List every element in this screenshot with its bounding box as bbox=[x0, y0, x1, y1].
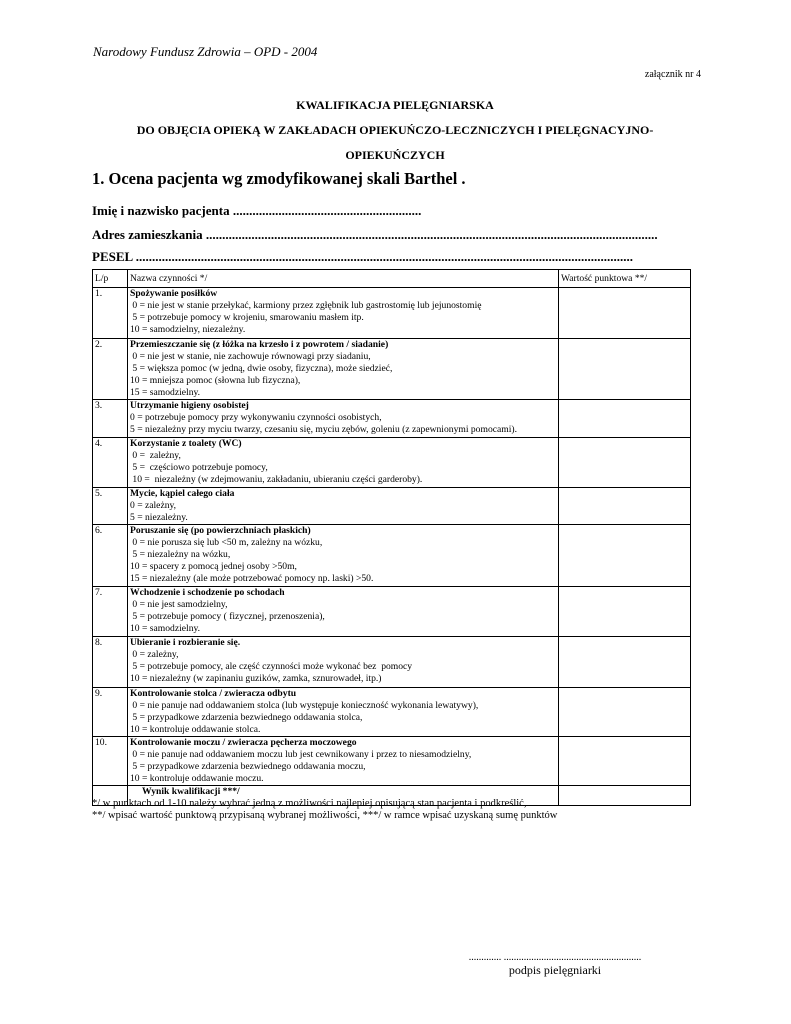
activity-cell bbox=[128, 400, 559, 438]
activity-title: Mycie, kąpiel całego ciała bbox=[130, 488, 235, 499]
title-line-1: KWALIFIKACJA PIELĘGNIARSKA bbox=[296, 98, 494, 112]
activity-option: 0 = zależny, bbox=[130, 649, 179, 660]
activity-option: 0 = nie panuje nad oddawaniem stolca (lub występuje konieczność wykonania lewatywy), bbox=[130, 700, 479, 711]
address-field[interactable] bbox=[92, 227, 658, 243]
activity-cell bbox=[128, 637, 559, 688]
activity-option: 15 = niezależny (ale może potrzebować pomocy np. laski) >50. bbox=[130, 573, 374, 584]
table-row bbox=[93, 737, 691, 786]
barthel-scale-table bbox=[92, 269, 691, 806]
row-number: 7. bbox=[93, 587, 128, 637]
activity-option: 5 = potrzebuje pomocy, ale część czynności może wykonać bez pomocy bbox=[130, 661, 413, 672]
score-input-cell[interactable] bbox=[559, 288, 691, 339]
table-row bbox=[93, 587, 691, 637]
activity-cell bbox=[128, 587, 559, 637]
score-input-cell[interactable] bbox=[559, 688, 691, 737]
activity-title: Kontrolowanie moczu / zwieracza pęcherza moczowego bbox=[130, 737, 357, 748]
activity-option: 10 = kontroluje oddawanie stolca. bbox=[130, 724, 261, 735]
activity-cell bbox=[128, 288, 559, 339]
activity-title: Poruszanie się (po powierzchniach płaskich) bbox=[130, 525, 311, 536]
row-number: 6. bbox=[93, 525, 128, 587]
activity-option: 10 = mniejsza pomoc (słowna lub fizyczna), bbox=[130, 375, 301, 386]
row-number: 3. bbox=[93, 400, 128, 438]
score-input-cell[interactable] bbox=[559, 737, 691, 786]
activity-cell bbox=[128, 488, 559, 525]
activity-title: Przemieszczanie się (z łóżka na krzesło i z powrotem / siadanie) bbox=[130, 339, 389, 350]
pesel-field[interactable] bbox=[92, 249, 633, 265]
table-header-row bbox=[93, 270, 691, 288]
activity-option: 0 = zależny, bbox=[130, 500, 177, 511]
pesel-label: PESEL bbox=[92, 249, 133, 264]
activity-title: Wchodzenie i schodzenie po schodach bbox=[130, 587, 285, 598]
row-number: 1. bbox=[93, 288, 128, 339]
activity-option: 5 = częściowo potrzebuje pomocy, bbox=[130, 462, 268, 473]
activity-option: 10 = kontroluje oddawanie moczu. bbox=[130, 773, 264, 784]
activity-option: 5 = większa pomoc (w jedną, dwie osoby, fizyczna), może siedzieć, bbox=[130, 363, 393, 374]
footnote-2: **/ wpisać wartość punktową przypisaną wybranej możliwości, ***/ w ramce wpisać uzyskaną sumę punktów bbox=[92, 810, 558, 821]
patient-name-field[interactable] bbox=[92, 203, 421, 219]
signature-line[interactable]: ............. ....................................................... bbox=[468, 952, 642, 963]
activity-option: 15 = samodzielny. bbox=[130, 387, 201, 398]
table-row bbox=[93, 339, 691, 400]
table-row bbox=[93, 288, 691, 339]
activity-option: 10 = samodzielny. bbox=[130, 623, 201, 634]
score-input-cell[interactable] bbox=[559, 488, 691, 525]
title-line-2: DO OBJĘCIA OPIEKĄ W ZAKŁADACH OPIEKUŃCZO-LECZNICZYCH I PIELĘGNACYJNO- bbox=[136, 123, 654, 137]
signature-label: podpis pielęgniarki bbox=[508, 963, 602, 977]
activity-option: 0 = potrzebuje pomocy przy wykonywaniu czynności osobistych, bbox=[130, 412, 382, 423]
row-number: 2. bbox=[93, 339, 128, 400]
footnote-1: */ w punktach od 1-10 należy wybrać jedną z możliwości najlepiej opisującą stan pacjenta i podkreślić, bbox=[92, 798, 527, 809]
table-row bbox=[93, 637, 691, 688]
activity-cell bbox=[128, 339, 559, 400]
table-row bbox=[93, 488, 691, 525]
activity-cell bbox=[128, 688, 559, 737]
activity-title: Ubieranie i rozbieranie się. bbox=[130, 637, 241, 648]
activity-option: 0 = nie panuje nad oddawaniem moczu lub jest cewnikowany i przez to niesamodzielny, bbox=[130, 749, 472, 760]
document-title bbox=[92, 93, 698, 168]
activity-option: 10 = samodzielny, niezależny. bbox=[130, 324, 246, 335]
address-label: Adres zamieszkania bbox=[92, 227, 203, 242]
activity-title: Spożywanie posiłków bbox=[130, 288, 218, 299]
header-lp: L/p bbox=[93, 270, 128, 288]
activity-option: 0 = nie jest w stanie, nie zachowuje równowagi przy siadaniu, bbox=[130, 351, 371, 362]
activity-option: 0 = nie jest samodzielny, bbox=[130, 599, 228, 610]
score-input-cell[interactable] bbox=[559, 525, 691, 587]
header-activity: Nazwa czynności */ bbox=[128, 270, 559, 288]
result-label: Wynik kwalifikacji ***/ bbox=[142, 786, 240, 797]
footnotes bbox=[92, 798, 557, 822]
score-input-cell[interactable] bbox=[559, 587, 691, 637]
section-title: 1. Ocena pacjenta wg zmodyfikowanej skali Barthel . bbox=[92, 169, 466, 188]
row-number: 4. bbox=[93, 438, 128, 488]
activity-title: Kontrolowanie stolca / zwieracza odbytu bbox=[130, 688, 297, 699]
activity-option: 5 = niezależny przy myciu twarzy, czesaniu się, myciu zębów, goleniu (z zapewnionymi pomocami). bbox=[130, 424, 517, 435]
attachment-number: załącznik nr 4 bbox=[644, 69, 701, 80]
row-number: 10. bbox=[93, 737, 128, 786]
activity-option: 5 = przypadkowe zdarzenia bezwiednego oddawania moczu, bbox=[130, 761, 366, 772]
patient-name-blank[interactable]: .......................................................... bbox=[229, 203, 422, 218]
activity-option: 5 = przypadkowe zdarzenia bezwiednego oddawania stolca, bbox=[130, 712, 363, 723]
activity-option: 10 = niezależny (w zapinaniu guzików, zamka, sznurowadeł, itp.) bbox=[130, 673, 382, 684]
row-number: 5. bbox=[93, 488, 128, 525]
title-line-3: OPIEKUŃCZYCH bbox=[345, 148, 445, 162]
row-number: 9. bbox=[93, 688, 128, 737]
document-header-organization: Narodowy Fundusz Zdrowia – OPD - 2004 bbox=[93, 44, 318, 59]
activity-option: 5 = potrzebuje pomocy ( fizycznej, przenoszenia), bbox=[130, 611, 325, 622]
activity-option: 0 = zależny, bbox=[130, 450, 181, 461]
score-input-cell[interactable] bbox=[559, 637, 691, 688]
header-score: Wartość punktowa **/ bbox=[559, 270, 691, 288]
table-row bbox=[93, 438, 691, 488]
activity-option: 10 = spacery z pomocą jednej osoby >50m, bbox=[130, 561, 297, 572]
activity-option: 5 = potrzebuje pomocy w krojeniu, smarowaniu masłem itp. bbox=[130, 312, 364, 323]
nurse-signature[interactable] bbox=[443, 952, 667, 978]
activity-cell bbox=[128, 438, 559, 488]
patient-name-label: Imię i nazwisko pacjenta bbox=[92, 203, 230, 218]
row-number: 8. bbox=[93, 637, 128, 688]
pesel-blank[interactable]: ......................................................................................................................................................... bbox=[132, 249, 633, 264]
activity-cell bbox=[128, 525, 559, 587]
activity-cell bbox=[128, 737, 559, 786]
table-row bbox=[93, 688, 691, 737]
activity-option: 0 = nie jest w stanie przełykać, karmiony przez zgłębnik lub gastrostomię lub jejunostomię bbox=[130, 300, 482, 311]
activity-title: Utrzymanie higieny osobistej bbox=[130, 400, 249, 411]
table-row bbox=[93, 525, 691, 587]
activity-option: 0 = nie porusza się lub <50 m, zależny na wózku, bbox=[130, 537, 323, 548]
activity-option: 5 = niezależny. bbox=[130, 512, 188, 523]
activity-option: 10 = niezależny (w zdejmowaniu, zakładaniu, ubieraniu części garderoby). bbox=[130, 474, 423, 485]
score-input-cell[interactable] bbox=[559, 438, 691, 488]
table-row bbox=[93, 400, 691, 438]
score-input-cell[interactable] bbox=[559, 400, 691, 438]
result-score-box[interactable] bbox=[559, 786, 691, 806]
score-input-cell[interactable] bbox=[559, 339, 691, 400]
activity-title: Korzystanie z toalety (WC) bbox=[130, 438, 242, 449]
activity-option: 5 = niezależny na wózku, bbox=[130, 549, 231, 560]
address-blank[interactable]: ........................................................................................................................................... bbox=[202, 227, 658, 242]
